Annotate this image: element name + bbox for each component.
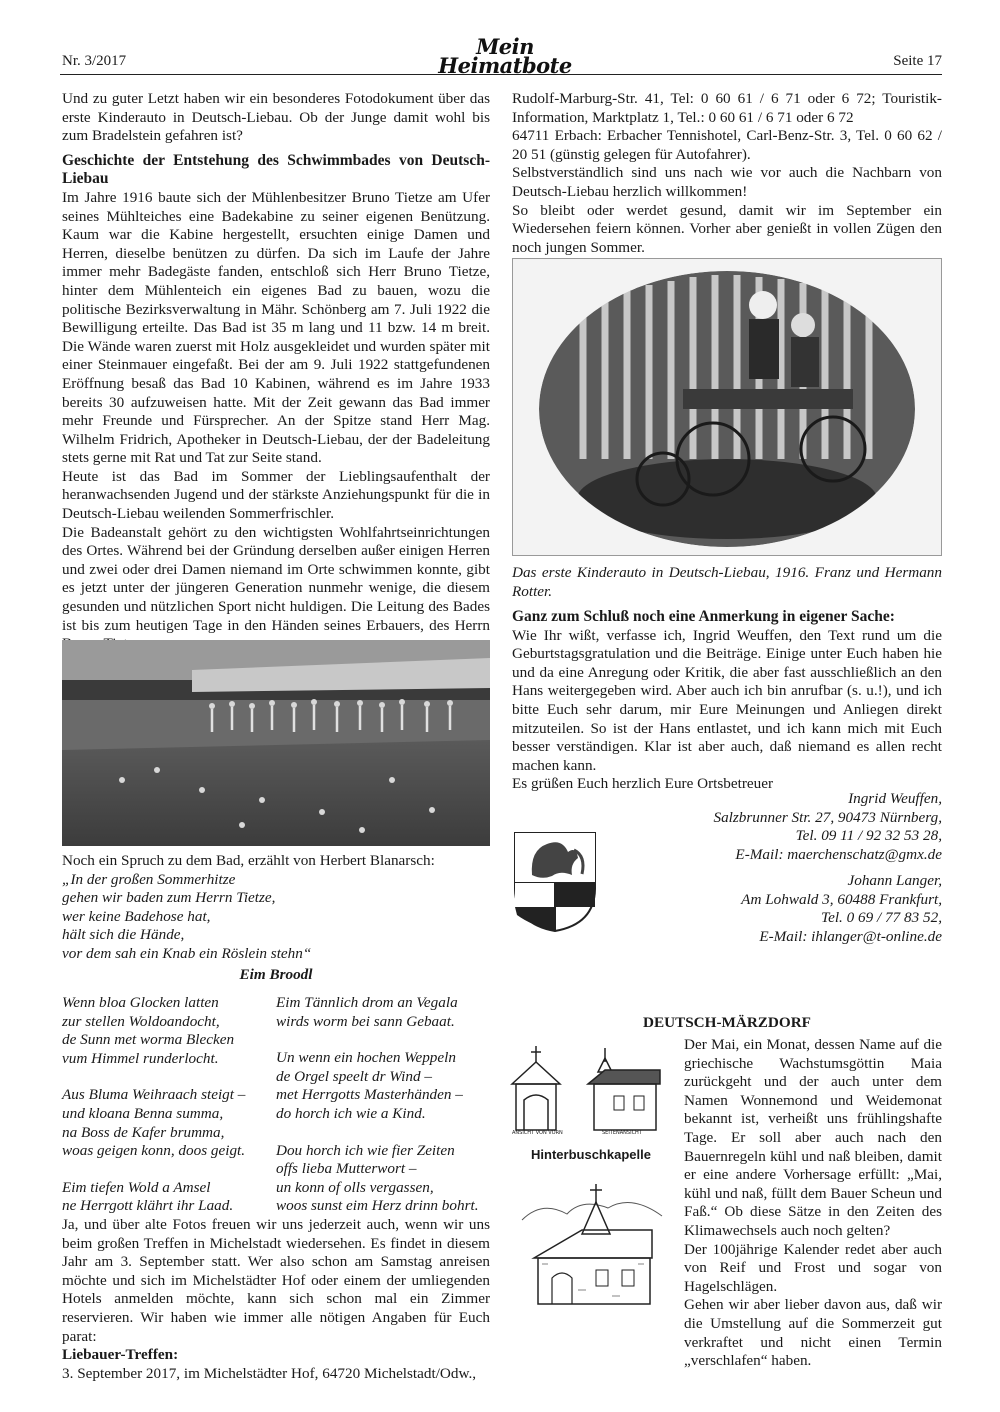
poem-line: vum Himmel runderlocht. <box>62 1049 219 1067</box>
contact-address: Am Lohwald 3, 60488 Frankfurt, <box>741 890 942 908</box>
michelstadt-paragraph: Ja, und über alte Fotos freuen wir uns jederzeit auch, wenn wir uns beim großen Treffen in Michelstadt wiedersehen. Es findet in diesem Jahr am 3. September statt. Wer also schon am Samstag anreisen möchte und sich im Michelstädter Hof oder einem der umliegenden Hotels anmelden möchte, kann sich schon mal ein Zimmer reservieren. Wir haben wie immer alle nötigen Angaben für Euch parat: <box>62 1216 490 1345</box>
drawing-label-side: SEITENANSICHT <box>602 1130 642 1136</box>
poem-line: woos sunst eim Herz drinn bohrt. <box>276 1197 479 1215</box>
poem-line: de Orgel speelt dr Wind – <box>276 1067 432 1085</box>
contact-email[interactable]: E-Mail: ihlanger@t-online.de <box>759 927 942 945</box>
maerzdorf-text <box>684 1036 942 1371</box>
michelstadt-block <box>62 1216 490 1383</box>
poem-line: na Boss de Kafer brumma, <box>62 1123 225 1141</box>
poem-line: met Herrgotts Masterhänden – <box>276 1086 463 1104</box>
poem-stanza <box>276 1049 490 1123</box>
poem-line: un konn of olls vergassen, <box>276 1178 434 1196</box>
note-body: Wie Ihr wißt, verfasse ich, Ingrid Weuffen, den Text rund um die Geburtstagsgratulation und die Beiträge. Einige unter Euch haben hie und da eine Anregung oder Kritik, die aber fast ausschließlich an den Hans weitergegeben wird. Aber auch ich bin anrufbar (s. u.!), und ich bitte Euch sehr darum, mir Eure Meinungen und Anliegen direkt mitzuteilen. So ist der Hans entlastet, und ich kann mich mit Euch besser verständigen. Klar ist aber auch, daß niemand es allen recht machen kann. <box>512 626 942 774</box>
contact-name: Johann Langer, <box>847 872 942 889</box>
note-block <box>512 608 942 794</box>
left-column-text <box>62 90 490 654</box>
address-paragraph-1: Rudolf-Marburg-Str. 41, Tel: 0 60 61 / 6 71 oder 6 72; Touristik-Information, Marktplatz 1, Tel.: 0 60 61 / 6 71 oder 6 72 <box>512 90 942 126</box>
poem-line: do horch ich wie a Kind. <box>276 1104 426 1122</box>
poem-line: Eim tiefen Wold a Amsel <box>62 1178 211 1196</box>
poem-line: zur stellen Woldoandocht, <box>62 1012 220 1030</box>
treffen-heading: Liebauer-Treffen: <box>62 1346 179 1364</box>
spruch-line: vor dem sah ein Knab ein Röslein stehn“ <box>62 944 312 962</box>
poem-line: wirds worm bei sann Gebaat. <box>276 1012 455 1030</box>
contact-weuffen <box>600 790 942 864</box>
masthead-logo: Mein Heimatbote <box>438 34 572 78</box>
poem-line: Eim Tännlich drom an Vegala <box>276 994 458 1011</box>
poem-stanza <box>276 994 490 1031</box>
contact-langer <box>600 872 942 946</box>
poem-line: Aus Bluma Weihraach steigt – <box>62 1086 246 1104</box>
chapel-technical-drawing <box>510 1044 672 1144</box>
contact-phone: Tel. 09 11 / 92 32 53 28, <box>795 827 942 845</box>
poem-line: Un wenn ein hochen Weppeln <box>276 1049 456 1067</box>
poem-line: Dou horch ich wie fier Zeiten <box>276 1141 455 1159</box>
spruch-line: „In der großen Sommerhitze <box>62 870 236 888</box>
poem-column-1 <box>62 994 262 1234</box>
maerzdorf-paragraph-3: Gehen wir aber lieber davon aus, daß wir die Umstellung auf die Sommerzeit gut verkraftet und nicht einen Termin „verschlafen“ haben. <box>684 1296 942 1370</box>
neighbors-paragraph: Selbstverständlich sind uns nach wie vor auch die Nachbarn von Deutsch-Liebau herzlich willkommen! <box>512 164 942 200</box>
spruch-intro: Noch ein Spruch zu dem Bad, erzählt von Herbert Blanarsch: <box>62 852 435 869</box>
poem-stanza <box>276 1142 490 1216</box>
farewell-paragraph: So bleibt oder werdet gesund, damit wir im September ein Wiedersehen feiern können. Vorher aber genießt in vollen Zügen den noch jungen Sommer. <box>512 201 942 256</box>
maerzdorf-paragraph-1: Der Mai, ein Monat, dessen Name auf die griechische Wachstumsgöttin Maia zurückgeht und der auch unter dem Namen Wonnemond und Weidemonat bekannt ist, verheißt uns frühlingshafte Tage. Er soll aber auch nach den Bauernregeln kühl und naß bleiben, damit er eine andere Vorhersage erfüllt: „Mai, kühl und naß, füllt dem Bauer Scheun und Faß.“ Ob diese Sätze in den Zeiten des Klimawechsels auch noch gelten? <box>684 1036 942 1239</box>
intro-paragraph: Und zu guter Letzt haben wir ein besonderes Fotodokument über das erste Kinderauto in Deutsch-Liebau. Ob der Junge damit wohl bis zum Bradelstein gefahren ist? <box>62 90 490 145</box>
spruch-line: hält sich die Hände, <box>62 926 185 944</box>
spruch-line: wer keine Badehose hat, <box>62 907 211 925</box>
swimming-pool-photo <box>62 640 490 846</box>
chapel-caption: Hinterbuschkapelle <box>531 1147 651 1162</box>
poem-stanza <box>62 1086 262 1160</box>
poem-line: de Sunn met worma Blecken <box>62 1031 235 1049</box>
schwimmbad-paragraph-2: Heute ist das Bad im Sommer der Lieblingsaufenthalt der heranwachsenden Jugend und der stärkste Anziehungspunkt für die in Deutsch-Liebau weilenden Sommerfrischler. <box>62 467 490 523</box>
contact-email[interactable]: E-Mail: maerchenschatz@gmx.de <box>735 845 942 863</box>
poem-title: Eim Broodl <box>239 966 313 983</box>
spruch-block <box>62 852 490 964</box>
poem-stanza <box>62 994 262 1068</box>
greeting: Es grüßen Euch herzlich Eure Ortsbetreuer <box>512 775 774 793</box>
header-rule <box>60 74 942 75</box>
schwimmbad-heading: Geschichte der Entstehung des Schwimmbades von Deutsch-Liebau <box>62 151 490 188</box>
poem-line: ne Herrgott klährt ihr Laad. <box>62 1197 234 1215</box>
coat-of-arms-emblem <box>512 830 598 934</box>
right-column-text <box>512 90 942 257</box>
kinderauto-photo <box>512 258 942 556</box>
schwimmbad-paragraph-3: Die Badeanstalt gehört zu den wichtigsten Wohlfahrtseinrichtungen des Ortes. Während bei der Gründung derselben außer einigen Herren und zwei oder drei Damen niemand im Orte schwimmen konnte, gibt es jetzt unter der jüngeren Generation nunmehr wenige, die diesem gesunden und nützlichen Sport nicht huldigen. Die Leitung des Bades ist bis zum heutigen Tage in den Händen seines Erbauers, des Herrn <box>62 523 490 634</box>
maerzdorf-heading: DEUTSCH-MÄRZDORF <box>643 1014 811 1031</box>
treffen-line: 3. September 2017, im Michelstädter Hof, 64720 Michelstadt/Odw., <box>62 1364 477 1382</box>
contact-address: Salzbrunner Str. 27, 90473 Nürnberg, <box>713 808 942 826</box>
poem-line: und kloana Benna summa, <box>62 1104 224 1122</box>
poem-line: offs lieba Mutterwort – <box>276 1160 417 1178</box>
page-number: Seite 17 <box>893 53 942 69</box>
contact-phone: Tel. 0 69 / 77 83 52, <box>821 909 942 927</box>
chapel-sketch <box>512 1180 674 1310</box>
poem-stanza <box>62 1179 262 1216</box>
poem-line: Wenn bloa Glocken latten <box>62 994 219 1011</box>
address-paragraph-2: 64711 Erbach: Erbacher Tennishotel, Carl-Benz-Str. 3, Tel. 0 60 62 / 20 51 (günstig gelegen für Autofahrer). <box>512 127 942 163</box>
poem-line: woas geigen konn, doos geigt. <box>62 1142 246 1160</box>
schwimmbad-paragraph-1: Im Jahre 1916 baute sich der Mühlenbesitzer Bruno Tietze am Ufer seines Mühlteiches eine Badekabine zu seiner eigenen Benützung. Kaum war die Kabine hergestellt, ersuchten einige Damen und Herren, dieselbe benützen zu dürfen. Da sich im Laufe der Jahre immer mehr Badegäste fanden, entschloß sich Herr Bruno Tietze, hinter dem Mühlenteich ein eigenes Bad zu bauen, wozu die politische Bezirksverwaltung in Mähr. Schönberg am 7. Juli 1922 die Bewilligung erteilte. Das Bad ist 35 m lang und 11 bzw. 14 m breit. Die Wände waren zuerst mit Holz ausgekleidet und wurden später mit einer Steinmauer eingefaßt. Bei der am 9. Juli 1922 stattgefundenen Eröffnung besaß das Bad 10 Kabinen, während es im Jahre 1933 bereits 30 aufzuweisen hatte. Mit der Zeit gewann das Bad immer mehr Freunde und Fürsprecher. An der Spitze stand Herr Mag. Wilhelm Fridrich, Apotheker in Deutsch-Liebau, der der Badeleitung stets gerne mit Rat und Tat zur Seite stand. <box>62 188 490 467</box>
spruch-line: gehen wir baden zum Herrn Tietze, <box>62 889 276 907</box>
note-heading: Ganz zum Schluß noch eine Anmerkung in eigener Sache: <box>512 608 895 625</box>
spruch-verse <box>62 871 490 964</box>
contact-name: Ingrid Weuffen, <box>848 790 942 807</box>
kinderauto-caption: Das erste Kinderauto in Deutsch-Liebau, 1916. Franz und Hermann Rotter. <box>512 564 942 600</box>
maerzdorf-paragraph-2: Der 100jährige Kalender redet aber auch von Reif und Frost und sogar von Hagelschlägen. <box>684 1240 942 1295</box>
drawing-label-front: ANSICHT VON VORN <box>512 1130 563 1136</box>
poem-column-2 <box>276 994 490 1234</box>
issue-number: Nr. 3/2017 <box>62 53 127 69</box>
